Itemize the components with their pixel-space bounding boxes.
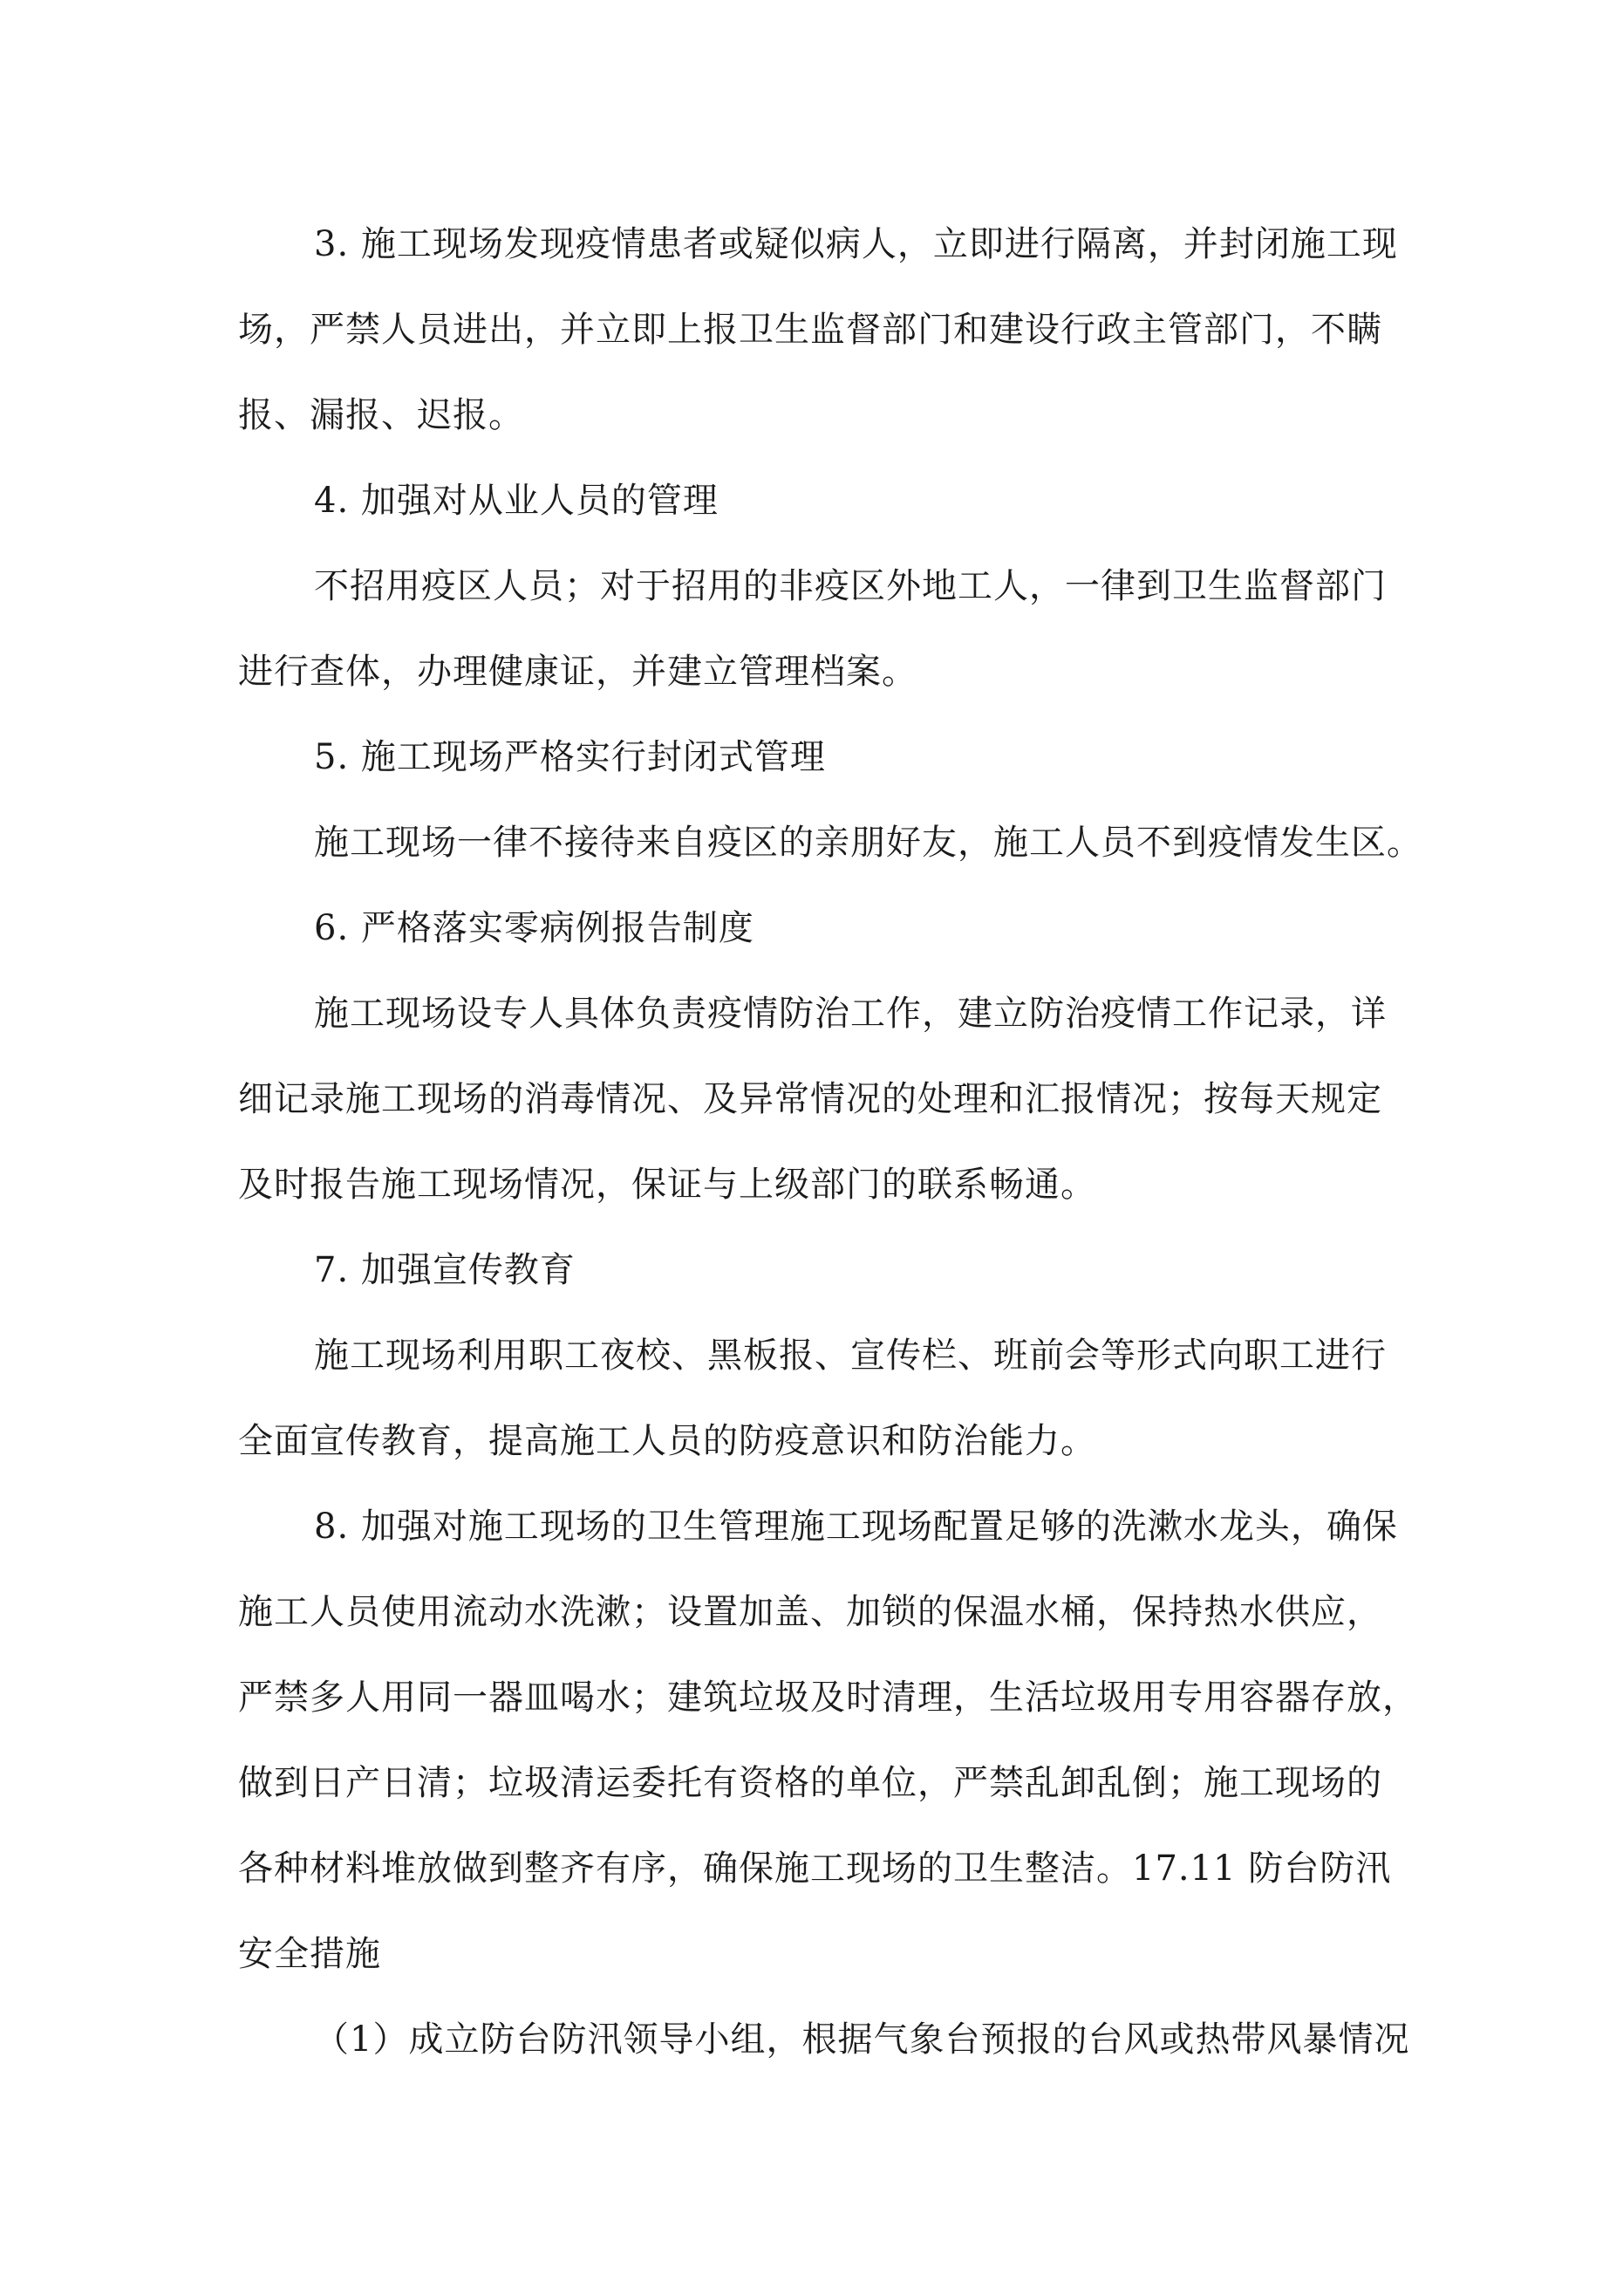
paragraph-7-line-2: 全面宣传教育，提高施工人员的防疫意识和防治能力。	[238, 1421, 1096, 1461]
paragraph-8-line-6: 安全措施	[238, 1934, 381, 1974]
paragraph-8-line-1: 8. 加强对施工现场的卫生管理施工现场配置足够的洗漱水龙头，确保	[314, 1507, 1398, 1547]
paragraph-5-line-1: 施工现场一律不接待来自疫区的亲朋好友，施工人员不到疫情发生区。	[314, 823, 1422, 863]
paragraph-8-line-4: 做到日产日清；垃圾清运委托有资格的单位，严禁乱卸乱倒；施工现场的	[238, 1763, 1382, 1803]
paragraph-3-line-3: 报、漏报、迟报。	[238, 395, 524, 435]
paragraph-6-line-2: 细记录施工现场的消毒情况、及异常情况的处理和汇报情况；按每天规定	[238, 1079, 1382, 1119]
paragraph-4-line-2: 进行查体，办理健康证，并建立管理档案。	[238, 652, 917, 692]
paragraph-8-line-3: 严禁多人用同一器皿喝水；建筑垃圾及时清理，生活垃圾用专用容器存放，	[238, 1678, 1418, 1718]
paragraph-8-line-5: 各种材料堆放做到整齐有序，确保施工现场的卫生整洁。17.11 防台防汛	[238, 1848, 1392, 1889]
section-heading-6: 6. 严格落实零病例报告制度	[314, 908, 754, 948]
paragraph-6-line-1: 施工现场设专人具体负责疫情防治工作，建立防治疫情工作记录，详	[314, 994, 1387, 1034]
paragraph-7-line-1: 施工现场利用职工夜校、黑板报、宣传栏、班前会等形式向职工进行	[314, 1336, 1387, 1376]
paragraph-3-line-1: 3. 施工现场发现疫情患者或疑似病人，立即进行隔离，并封闭施工现	[314, 224, 1398, 264]
paragraph-3-line-2: 场，严禁人员进出，并立即上报卫生监督部门和建设行政主管部门，不瞒	[238, 310, 1382, 350]
paragraph-6-line-3: 及时报告施工现场情况，保证与上级部门的联系畅通。	[238, 1165, 1096, 1205]
section-heading-4: 4. 加强对从业人员的管理	[314, 481, 719, 521]
paragraph-9-line-1: （1）成立防台防汛领导小组，根据气象台预报的台风或热带风暴情况	[314, 2019, 1410, 2060]
section-heading-5: 5. 施工现场严格实行封闭式管理	[314, 737, 826, 777]
paragraph-8-line-2: 施工人员使用流动水洗漱；设置加盖、加锁的保温水桶，保持热水供应，	[238, 1592, 1382, 1632]
section-heading-7: 7. 加强宣传教育	[314, 1250, 576, 1290]
paragraph-4-line-1: 不招用疫区人员；对于招用的非疫区外地工人，一律到卫生监督部门	[314, 566, 1387, 606]
